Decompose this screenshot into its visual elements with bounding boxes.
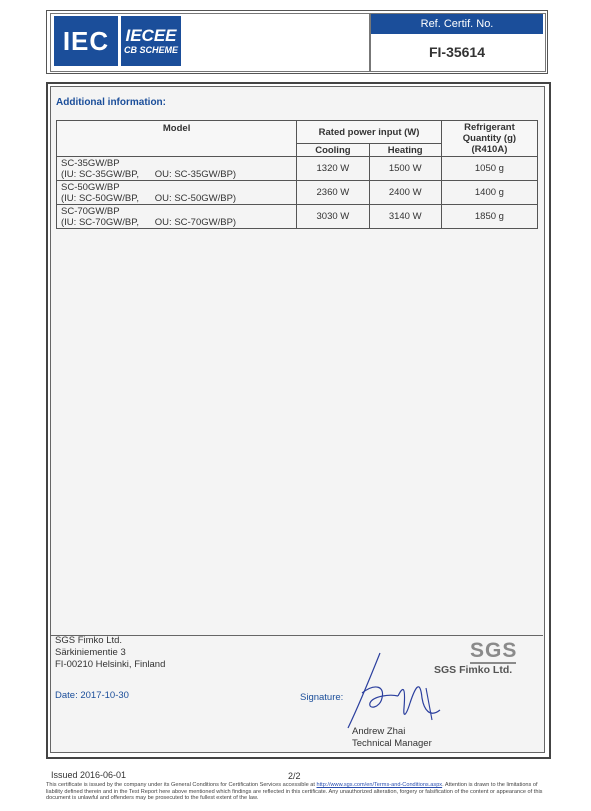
refrigerant-cell: 1850 g [441,205,537,229]
issuer-city: FI-00210 Helsinki, Finland [55,659,166,670]
model-cell [57,157,297,181]
column-header-power: Rated power input (W) [297,121,442,144]
signature-label: Signature: [300,692,344,703]
model-iu: (IU: SC-50GW/BP, [61,192,139,204]
sgs-company-name: SGS Fimko Ltd. [434,664,513,676]
terms-link[interactable]: http://www.sgs.com/en/Terms-and-Conditions.aspx [316,782,443,788]
model-cell [57,205,297,229]
issuer-name: SGS Fimko Ltd. [55,635,123,646]
model-cell [57,181,297,205]
issued-date: Issued 2016-06-01 [51,770,127,780]
model-ou: OU: SC-70GW/BP) [154,216,237,228]
table-row [57,181,538,205]
section-title: Additional information: [56,97,166,108]
column-header-cooling: Cooling [297,144,369,157]
model-units [61,193,292,204]
legal-text-2: . Attention is drawn to the limitations of liability defined therein and in the Test Report here above mentioned which findings are reflected in this certificate. Any unauthorized alteration, forgery or falsification of the content or appearance of this document is unlawful and offenders may be prosecuted to the fullest extent of the law. [46,782,543,802]
ref-cert-number: FI-35614 [428,44,486,60]
model-ou: OU: SC-35GW/BP) [154,168,237,180]
column-header-heating: Heating [369,144,441,157]
handwritten-signature [340,648,460,738]
signer-block [352,726,432,750]
issuer-street: Särkiniementie 3 [55,647,126,658]
iec-logo [54,16,118,66]
sgs-logo: SGS [470,639,518,662]
issuer-address [55,635,165,671]
ref-cert-label: Ref. Certif. No. [371,14,543,34]
column-header-model: Model [57,121,297,157]
specification-table [56,120,538,229]
heating-cell: 1500 W [369,157,441,181]
page-number: 2/2 [288,771,301,781]
iecee-logo-text: IECEE [125,26,177,45]
signer-name: Andrew Zhai [352,726,406,737]
model-iu: (IU: SC-35GW/BP, [61,168,139,180]
table-row [57,157,538,181]
refrigerant-cell: 1050 g [441,157,537,181]
legal-notice [46,782,546,802]
table-row [57,205,538,229]
cooling-cell: 2360 W [297,181,369,205]
heating-cell: 3140 W [369,205,441,229]
refrigerant-cell: 1400 g [441,181,537,205]
iecee-logo [121,16,181,66]
model-name: SC-50GW/BP [61,181,120,193]
column-header-refrigerant: Refrigerant Quantity (g) (R410A) [441,121,537,157]
legal-text-1: This certificate is issued by the company under its General Conditions for Certification Services accessible at [46,782,315,788]
model-iu: (IU: SC-70GW/BP, [61,216,139,228]
heating-cell: 2400 W [369,181,441,205]
cooling-cell: 1320 W [297,157,369,181]
model-name: SC-35GW/BP [61,157,120,169]
model-name: SC-70GW/BP [61,205,120,217]
iecee-logo-sub: CB SCHEME [123,45,178,55]
signer-title: Technical Manager [352,738,432,749]
issue-date: Date: 2017-10-30 [55,690,129,701]
cooling-cell: 3030 W [297,205,369,229]
iec-logo-text: IEC [62,25,110,56]
model-units [61,169,292,180]
model-units [61,217,292,228]
model-ou: OU: SC-50GW/BP) [154,192,237,204]
